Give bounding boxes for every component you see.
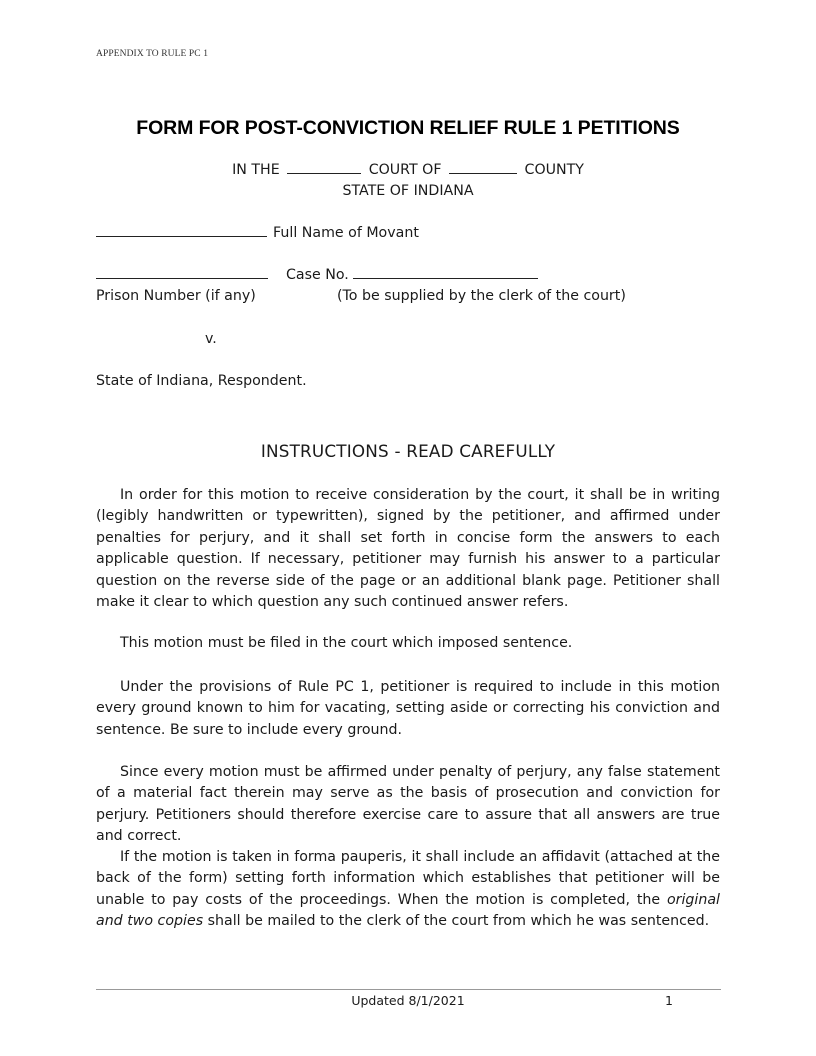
movant-row <box>96 224 419 241</box>
instruction-paragraph: This motion must be filed in the court which imposed sentence. <box>120 635 573 651</box>
prison-number-blank[interactable] <box>96 266 268 279</box>
clerk-note: (To be supplied by the clerk of the court) <box>337 288 626 304</box>
respondent-text: State of Indiana, Respondent. <box>96 373 307 389</box>
prison-number-label: Prison Number (if any) <box>96 288 256 304</box>
p5-end: shall be mailed to the clerk of the court from which he was sentenced. <box>207 913 710 930</box>
p5-start: If the motion is taken in forma pauperis, it shall include an affidavit (attached at the back of the form) setting forth information which establishes that petitioner will be unable to pay costs of the proceedings. When the motion is completed, the <box>96 849 720 908</box>
movant-label: Full Name of Movant <box>273 225 419 241</box>
case-row <box>96 266 538 283</box>
instruction-paragraph-mailing <box>96 847 720 933</box>
court-line <box>0 160 816 181</box>
state-text: STATE OF INDIANA <box>342 183 474 199</box>
instructions-heading: INSTRUCTIONS - READ CAREFULLY <box>260 441 556 461</box>
court-caption <box>0 160 816 202</box>
footer-divider <box>96 989 721 990</box>
instruction-paragraph: Under the provisions of Rule PC 1, petitioner is required to include in this motion every ground known to him for vacating, setting aside or correcting his conviction and sentence. Be sure to include every ground. <box>96 679 720 738</box>
versus-text: v. <box>205 331 217 347</box>
county-name-blank[interactable] <box>449 161 517 174</box>
instruction-paragraph: In order for this motion to receive consideration by the court, it shall be in writing (legibly handwritten or typewritten), signed by the petitioner, and affirmed under penalties for perjury, and it shall set forth in concise form the answers to each applicable question. If necessary, petitioner may furnish his answer to a particular question on the reverse side of the page or an additional blank page. Petitioner shall make it clear to which question any such continued answer refers. <box>96 487 720 611</box>
appendix-label: APPENDIX TO RULE PC 1 <box>96 49 209 59</box>
county-text: COUNTY <box>524 162 584 178</box>
movant-name-blank[interactable] <box>96 224 267 237</box>
case-number-blank[interactable] <box>353 266 538 279</box>
page-number: 1 <box>665 993 673 1008</box>
court-name-blank[interactable] <box>287 161 361 174</box>
instruction-paragraph: Since every motion must be affirmed under penalty of perjury, any false statement of a material fact therein may serve as the basis of prosecution and conviction for perjury. Petitioners should therefore exercise care to assure that all answers are true and correct. <box>96 764 720 845</box>
court-of-text: COURT OF <box>368 162 442 178</box>
p5-italic: original and two copies <box>96 891 720 930</box>
footer-updated-date: Updated 8/1/2021 <box>351 993 465 1008</box>
page-title: FORM FOR POST-CONVICTION RELIEF RULE 1 PETITIONS <box>136 117 680 139</box>
case-no-label: Case No. <box>286 267 349 283</box>
in-the-text: IN THE <box>232 162 280 178</box>
